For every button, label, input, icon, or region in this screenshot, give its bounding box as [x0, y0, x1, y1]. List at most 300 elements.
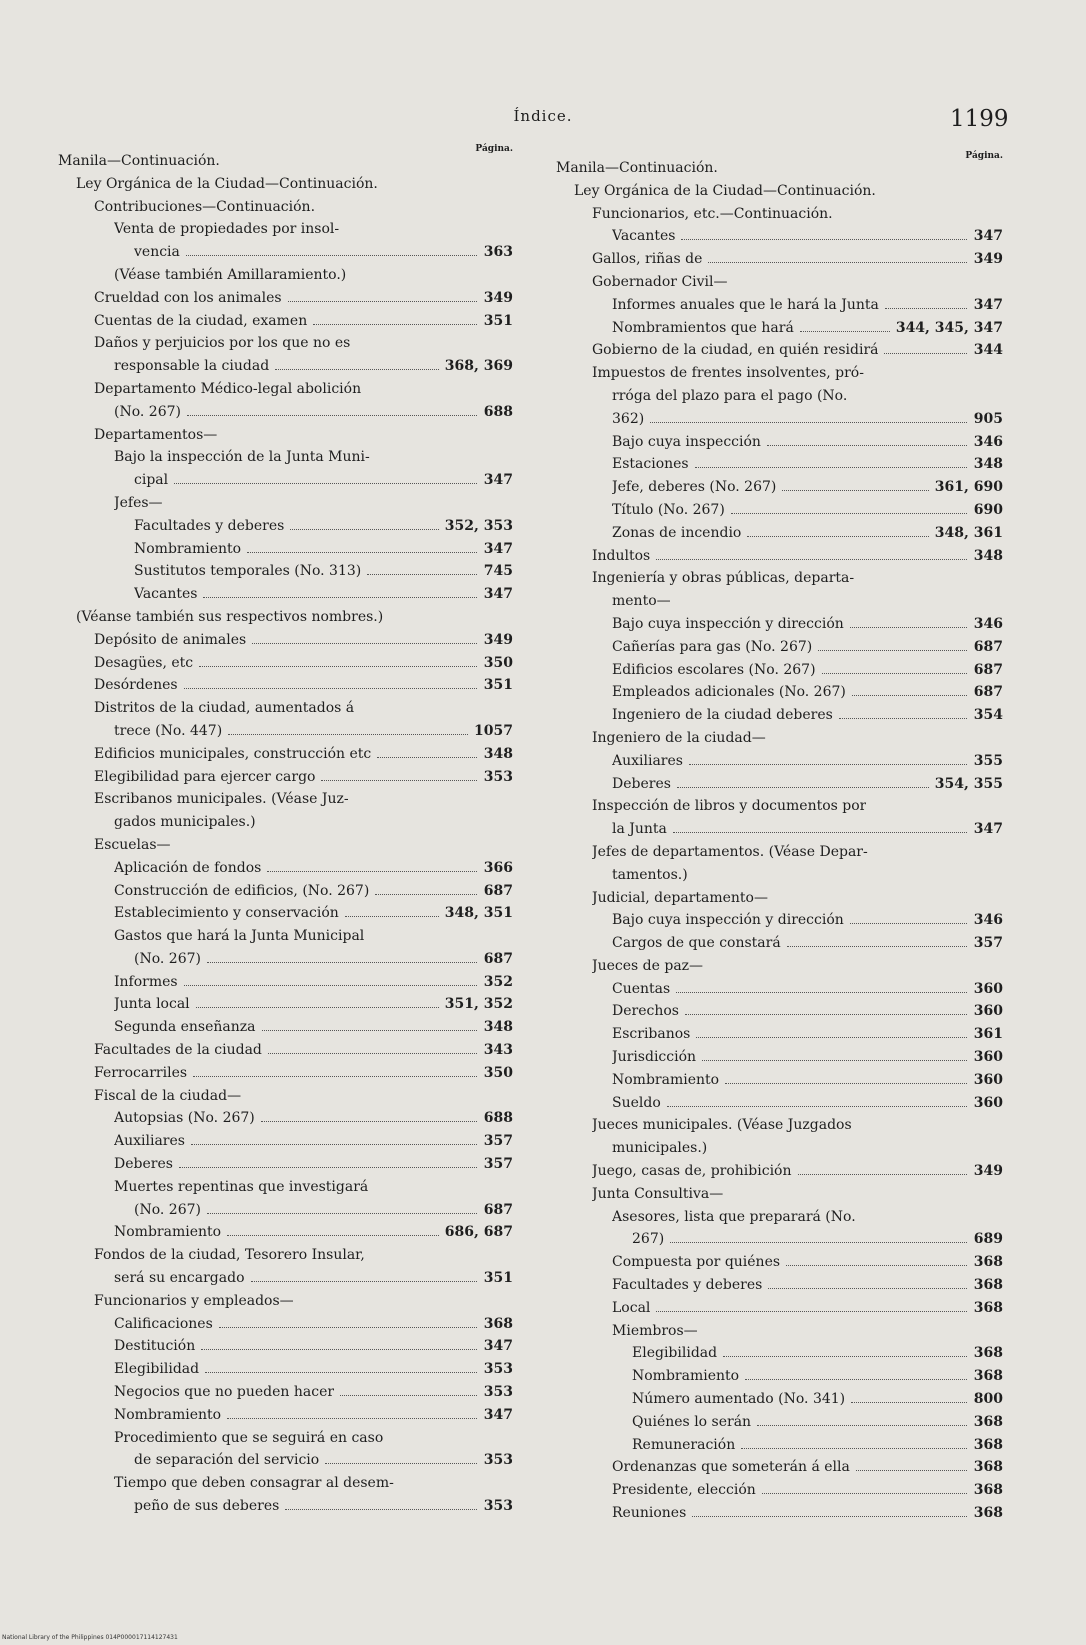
index-entry-text: Departamento Médico-legal abolición — [94, 380, 362, 397]
index-entry-text: Deberes — [612, 775, 671, 792]
index-entry — [58, 743, 513, 766]
index-entry-page: 352 — [483, 973, 513, 990]
index-entry — [556, 203, 1003, 226]
index-entry-text: la Junta — [612, 821, 667, 838]
index-entry-text: Compuesta por quiénes — [612, 1254, 781, 1271]
index-entry-page: 347 — [483, 1406, 513, 1423]
index-entry — [556, 1342, 1003, 1365]
index-entry — [556, 1502, 1003, 1525]
index-entry — [556, 1251, 1003, 1274]
leader-dots — [186, 255, 477, 256]
leader-dots — [650, 422, 967, 423]
index-entry-text: Informes anuales que le hará la Junta — [612, 296, 879, 313]
index-entry-page: 349 — [973, 251, 1003, 268]
index-entry-text: Desagües, etc — [94, 654, 194, 671]
index-entry-page: 357 — [973, 935, 1003, 952]
leader-dots — [695, 467, 967, 468]
index-entry — [556, 773, 1003, 796]
index-entry — [556, 1000, 1003, 1023]
leader-dots — [288, 301, 477, 302]
index-entry-text: Edificios municipales, construcción etc — [94, 745, 372, 762]
index-entry-text: Distritos de la ciudad, aumentados á — [94, 700, 355, 717]
leader-dots — [884, 353, 967, 354]
index-entry-text: (Véase también Amillaramiento.) — [114, 266, 347, 283]
index-entry-page: 347 — [973, 296, 1003, 313]
index-entry — [556, 795, 1003, 818]
index-entry — [556, 704, 1003, 727]
index-entry — [556, 567, 1003, 590]
index-entry — [58, 993, 513, 1016]
index-entry — [556, 1320, 1003, 1343]
index-entry-text: peño de sus deberes — [134, 1498, 280, 1515]
index-column-left — [58, 144, 513, 1518]
index-entry — [58, 424, 513, 447]
index-entry-text: Negocios que no pueden hacer — [114, 1384, 335, 1401]
index-entry-page: 348 — [483, 745, 513, 762]
leader-dots — [191, 1144, 477, 1145]
index-entry — [58, 150, 513, 173]
index-entry — [58, 287, 513, 310]
index-entry — [58, 1130, 513, 1153]
index-entry — [556, 545, 1003, 568]
leader-dots — [179, 1167, 477, 1168]
leader-dots — [325, 1463, 477, 1464]
index-entry — [58, 310, 513, 333]
index-entry — [556, 1069, 1003, 1092]
leader-dots — [321, 780, 477, 781]
index-entry-text: Depósito de animales — [94, 631, 247, 648]
index-entry — [556, 1046, 1003, 1069]
index-entry — [556, 339, 1003, 362]
index-entry-text: Nombramiento — [632, 1368, 740, 1385]
index-entry — [58, 1472, 513, 1495]
index-entry — [556, 499, 1003, 522]
index-entry-page: 349 — [483, 289, 513, 306]
index-entry-text: gados municipales.) — [114, 814, 256, 831]
index-entry-page: 347 — [483, 1338, 513, 1355]
index-entry-text: Ingeniero de la ciudad— — [592, 729, 766, 746]
index-entry-page: 348 — [973, 547, 1003, 564]
index-entry-page: 344, 345, 347 — [895, 319, 1003, 336]
index-entry — [556, 1114, 1003, 1137]
index-entry-page: 361, 690 — [934, 479, 1003, 496]
index-entry — [58, 378, 513, 401]
index-entry — [58, 1427, 513, 1450]
index-entry-page: 353 — [483, 768, 513, 785]
index-entry — [58, 857, 513, 880]
index-entry-page: 347 — [973, 821, 1003, 838]
leader-dots — [839, 718, 967, 719]
leader-dots — [247, 552, 477, 553]
index-entry — [58, 218, 513, 241]
leader-dots — [203, 597, 477, 598]
index-entry-text: Nombramiento — [114, 1406, 222, 1423]
index-entry-text: Junta local — [114, 996, 190, 1013]
index-entry-page: 688 — [483, 403, 513, 420]
index-entry-text: Departamentos— — [94, 426, 218, 443]
index-entry-text: Elegibilidad para ejercer cargo — [94, 768, 316, 785]
index-entry-text: Bajo cuya inspección y dirección — [612, 912, 844, 929]
index-entry-text: responsable la ciudad — [114, 358, 270, 375]
index-entry-page: 690 — [973, 501, 1003, 518]
index-entry — [556, 476, 1003, 499]
leader-dots — [267, 871, 477, 872]
index-entry — [556, 317, 1003, 340]
index-entry — [58, 492, 513, 515]
index-entry-page: 368 — [973, 1459, 1003, 1476]
index-entry — [58, 1039, 513, 1062]
index-entry — [556, 887, 1003, 910]
index-entry-page: 353 — [483, 1384, 513, 1401]
index-entry-page: 346 — [973, 615, 1003, 632]
leader-dots — [227, 1235, 439, 1236]
index-entry — [58, 697, 513, 720]
index-entry-page: 368 — [483, 1315, 513, 1332]
index-entry-page: 688 — [483, 1110, 513, 1127]
index-entry-text: Juego, casas de, prohibición — [592, 1163, 792, 1180]
index-entry-text: Escribanos municipales. (Véase Juz- — [94, 791, 349, 808]
index-entry — [556, 1023, 1003, 1046]
index-entry-page: 366 — [483, 859, 513, 876]
index-entry — [556, 453, 1003, 476]
index-entry-page: 368 — [973, 1505, 1003, 1522]
index-entry-page: 363 — [483, 244, 513, 261]
index-entry-page: 368 — [973, 1299, 1003, 1316]
index-entry-text: municipales.) — [612, 1140, 708, 1157]
index-entry-text: será su encargado — [114, 1270, 245, 1287]
leader-dots — [251, 1281, 478, 1282]
leader-dots — [375, 894, 477, 895]
footer-credit: National Library of the Philippines 014P000017114127431 — [2, 1634, 178, 1641]
index-entry-page: 687 — [973, 638, 1003, 655]
index-entry — [556, 932, 1003, 955]
leader-dots — [681, 239, 967, 240]
index-entry — [58, 241, 513, 264]
index-entry-text: Cañerías para gas (No. 267) — [612, 638, 813, 655]
index-entry-text: Facultades y deberes — [134, 517, 285, 534]
index-entry-page: 353 — [483, 1498, 513, 1515]
index-entry — [556, 271, 1003, 294]
index-entry-text: Judicial, departamento— — [592, 889, 768, 906]
index-entry-page: 348 — [973, 456, 1003, 473]
index-entry-text: Gallos, riñas de — [592, 251, 703, 268]
index-entry — [58, 788, 513, 811]
index-entry — [58, 925, 513, 948]
leader-dots — [290, 529, 438, 530]
index-entry — [556, 1365, 1003, 1388]
leader-dots — [708, 262, 967, 263]
index-entry — [556, 1206, 1003, 1229]
index-entry-text: Inspección de libros y documentos por — [592, 798, 867, 815]
index-column-right — [556, 151, 1003, 1525]
index-entry — [58, 606, 513, 629]
index-entry-page: 360 — [973, 1094, 1003, 1111]
index-entry — [58, 1221, 513, 1244]
index-entry-text: de separación del servicio — [134, 1452, 320, 1469]
index-entry — [556, 841, 1003, 864]
index-entry-text: (No. 267) — [134, 950, 201, 967]
index-entry — [556, 750, 1003, 773]
leader-dots — [689, 764, 967, 765]
index-entry-page: 347 — [483, 540, 513, 557]
index-entry-text: Facultades de la ciudad — [94, 1042, 262, 1059]
index-entry — [556, 248, 1003, 271]
index-entry-text: (No. 267) — [134, 1201, 201, 1218]
leader-dots — [205, 1372, 477, 1373]
index-entry-text: Elegibilidad — [632, 1345, 718, 1362]
index-entry-page: 347 — [973, 228, 1003, 245]
index-entry-text: Ferrocarriles — [94, 1064, 188, 1081]
index-entry-text: Escribanos — [612, 1026, 691, 1043]
leader-dots — [377, 757, 477, 758]
index-entry — [556, 225, 1003, 248]
index-entry-text: Local — [612, 1299, 651, 1316]
leader-dots — [219, 1327, 477, 1328]
leader-dots — [201, 1349, 477, 1350]
index-entry-text: Escuelas— — [94, 836, 171, 853]
index-entry — [556, 659, 1003, 682]
index-entry-text: Crueldad con los animales — [94, 289, 282, 306]
leader-dots — [227, 1418, 477, 1419]
index-entry — [58, 560, 513, 583]
index-entry — [556, 294, 1003, 317]
index-entry-page: 360 — [973, 1003, 1003, 1020]
leader-dots — [275, 369, 439, 370]
index-entry-text: Calificaciones — [114, 1315, 213, 1332]
index-entry-text: Vacantes — [134, 586, 198, 603]
index-entry-text: rróga del plazo para el pago (No. — [612, 387, 848, 404]
index-entry-text: (No. 267) — [114, 403, 181, 420]
index-entry-page: 360 — [973, 980, 1003, 997]
index-entry-text: Jefes de departamentos. (Véase Depar- — [592, 843, 868, 860]
index-entry-text: Deberes — [114, 1156, 173, 1173]
leader-dots — [822, 673, 967, 674]
index-entry-text: Venta de propiedades por insol- — [114, 221, 340, 238]
index-entry-page: 368 — [973, 1345, 1003, 1362]
index-entry-text: Nombramiento — [134, 540, 242, 557]
index-entry-page: 347 — [483, 586, 513, 603]
index-entry — [556, 180, 1003, 203]
index-entry-text: Nombramiento — [114, 1224, 222, 1241]
leader-dots — [762, 1493, 967, 1494]
index-entry-text: Presidente, elección — [612, 1482, 756, 1499]
leader-dots — [885, 308, 967, 309]
leader-dots — [767, 445, 967, 446]
index-entry-page: 343 — [483, 1042, 513, 1059]
index-entry — [58, 629, 513, 652]
leader-dots — [850, 627, 967, 628]
index-entry — [556, 613, 1003, 636]
leader-dots — [340, 1395, 477, 1396]
index-entry — [556, 1160, 1003, 1183]
leader-dots — [702, 1060, 967, 1061]
leader-dots — [786, 1265, 967, 1266]
index-entry-text: Informes — [114, 973, 178, 990]
leader-dots — [731, 513, 967, 514]
index-entry — [58, 902, 513, 925]
index-entry-page: 800 — [973, 1391, 1003, 1408]
index-entry — [556, 1274, 1003, 1297]
index-entry-text: Gobernador Civil— — [592, 273, 728, 290]
index-entry-text: Cuentas — [612, 980, 671, 997]
leader-dots — [677, 787, 929, 788]
index-entry-page: 687 — [483, 882, 513, 899]
index-entry — [58, 1404, 513, 1427]
leader-dots — [800, 331, 890, 332]
index-entry-text: Miembros— — [612, 1322, 698, 1339]
index-entry-page: 360 — [973, 1049, 1003, 1066]
leader-dots — [673, 832, 967, 833]
index-entry-page: 368 — [973, 1254, 1003, 1271]
index-entry-text: Jefe, deberes (No. 267) — [612, 479, 777, 496]
index-entry-page: 353 — [483, 1361, 513, 1378]
leader-dots — [818, 650, 967, 651]
index-entry — [58, 880, 513, 903]
index-entry — [556, 1297, 1003, 1320]
leader-dots — [757, 1425, 967, 1426]
column-label-pagina: Página. — [965, 151, 1003, 161]
index-entry-text: Remuneración — [632, 1436, 736, 1453]
index-entry — [58, 1381, 513, 1404]
index-entry-text: Ley Orgánica de la Ciudad—Continuación. — [574, 182, 876, 199]
index-entry — [58, 1153, 513, 1176]
leader-dots — [768, 1288, 967, 1289]
index-entry-page: 349 — [483, 631, 513, 648]
index-entry — [58, 196, 513, 219]
index-entry-page: 361 — [973, 1026, 1003, 1043]
leader-dots — [313, 324, 477, 325]
index-entry — [58, 1313, 513, 1336]
index-entry-text: Daños y perjuicios por los que no es — [94, 335, 351, 352]
index-entry — [58, 971, 513, 994]
index-entry-text: Fondos de la ciudad, Tesorero Insular, — [94, 1247, 365, 1264]
leader-dots — [285, 1509, 477, 1510]
index-entry-page: 360 — [973, 1071, 1003, 1088]
index-entry — [556, 1388, 1003, 1411]
index-entry-text: vencia — [134, 244, 180, 261]
index-entry-text: Derechos — [612, 1003, 679, 1020]
index-entry-text: Aplicación de fondos — [114, 859, 262, 876]
index-entry-text: Edificios escolares (No. 267) — [612, 661, 816, 678]
index-entry-text: Reuniones — [612, 1505, 687, 1522]
index-entry-text: Bajo cuya inspección y dirección — [612, 615, 844, 632]
index-entry-text: Sustitutos temporales (No. 313) — [134, 563, 362, 580]
index-entry-page: 350 — [483, 1064, 513, 1081]
index-entry-text: Contribuciones—Continuación. — [94, 198, 316, 215]
index-entry-page: 1057 — [474, 722, 513, 739]
leader-dots — [174, 483, 477, 484]
index-entry — [58, 1290, 513, 1313]
index-entry-page: 368 — [973, 1277, 1003, 1294]
index-entry — [58, 720, 513, 743]
index-entry-page: 351 — [483, 1270, 513, 1287]
index-entry-page: 689 — [973, 1231, 1003, 1248]
index-entry-text: Procedimiento que se seguirá en caso — [114, 1429, 384, 1446]
index-entry-text: Segunda enseñanza — [114, 1019, 256, 1036]
index-entry-page: 687 — [483, 950, 513, 967]
index-entry — [58, 1335, 513, 1358]
index-entry — [58, 1062, 513, 1085]
index-entry — [58, 1358, 513, 1381]
index-entry-text: Nombramientos que hará — [612, 319, 794, 336]
leader-dots — [670, 1242, 967, 1243]
index-entry-text: Ley Orgánica de la Ciudad—Continuación. — [76, 175, 378, 192]
index-entry — [58, 1176, 513, 1199]
leader-dots — [798, 1174, 968, 1175]
index-entry-text: Destitución — [114, 1338, 196, 1355]
leader-dots — [656, 1311, 967, 1312]
index-entry-text: Gobierno de la ciudad, en quién residirá — [592, 342, 879, 359]
index-entry — [58, 538, 513, 561]
index-entry-page: 348 — [483, 1019, 513, 1036]
index-entry — [556, 909, 1003, 932]
index-entry-text: Bajo la inspección de la Junta Muni- — [114, 449, 370, 466]
leader-dots — [261, 1121, 477, 1122]
index-entry — [556, 681, 1003, 704]
page-number: 1199 — [950, 106, 1009, 132]
index-entry-page: 354, 355 — [934, 775, 1003, 792]
index-entry-page: 352, 353 — [444, 517, 513, 534]
index-entry-page: 905 — [973, 410, 1003, 427]
index-entry — [58, 674, 513, 697]
index-entry-text: Jueces municipales. (Véase Juzgados — [592, 1117, 852, 1134]
leader-dots — [676, 992, 967, 993]
index-entry — [58, 446, 513, 469]
index-entry — [58, 264, 513, 287]
index-entry — [556, 522, 1003, 545]
index-entry-text: cipal — [134, 472, 169, 489]
index-entry-page: 357 — [483, 1156, 513, 1173]
index-entry-page: 686, 687 — [444, 1224, 513, 1241]
index-entry-text: Estaciones — [612, 456, 689, 473]
leader-dots — [856, 1470, 967, 1471]
index-entry-page: 687 — [483, 1201, 513, 1218]
index-entry-page: 687 — [973, 661, 1003, 678]
index-entry-page: 368 — [973, 1368, 1003, 1385]
index-entry-page: 350 — [483, 654, 513, 671]
index-entry — [58, 948, 513, 971]
index-entry-text: Manila—Continuación. — [556, 160, 718, 176]
index-entry — [58, 766, 513, 789]
index-entry-page: 355 — [973, 752, 1003, 769]
index-entry — [58, 401, 513, 424]
leader-dots — [747, 536, 928, 537]
leader-dots — [850, 923, 967, 924]
index-entry-page: 351 — [483, 677, 513, 694]
index-entry — [556, 385, 1003, 408]
leader-dots — [228, 734, 468, 735]
index-entry — [556, 1183, 1003, 1206]
index-entry — [58, 1199, 513, 1222]
index-entry-text: Construcción de edificios, (No. 267) — [114, 882, 370, 899]
index-entry-text: Fiscal de la ciudad— — [94, 1087, 242, 1104]
index-entry-text: Tiempo que deben consagrar al desem- — [114, 1475, 394, 1492]
leader-dots — [725, 1083, 967, 1084]
index-entry-text: Empleados adicionales (No. 267) — [612, 684, 846, 701]
index-entry-text: Impuestos de frentes insolventes, pró- — [592, 365, 864, 382]
index-entry — [58, 1495, 513, 1518]
index-entry-page: 347 — [483, 472, 513, 489]
index-entry-text: Auxiliares — [612, 752, 683, 769]
index-entry-text: Establecimiento y conservación — [114, 905, 339, 922]
leader-dots — [184, 688, 477, 689]
index-entry-page: 348, 351 — [444, 905, 513, 922]
index-entry — [556, 362, 1003, 385]
index-entry-text: Jueces de paz— — [592, 957, 704, 974]
index-entry — [58, 469, 513, 492]
index-entry-page: 368 — [973, 1413, 1003, 1430]
leader-dots — [667, 1106, 967, 1107]
